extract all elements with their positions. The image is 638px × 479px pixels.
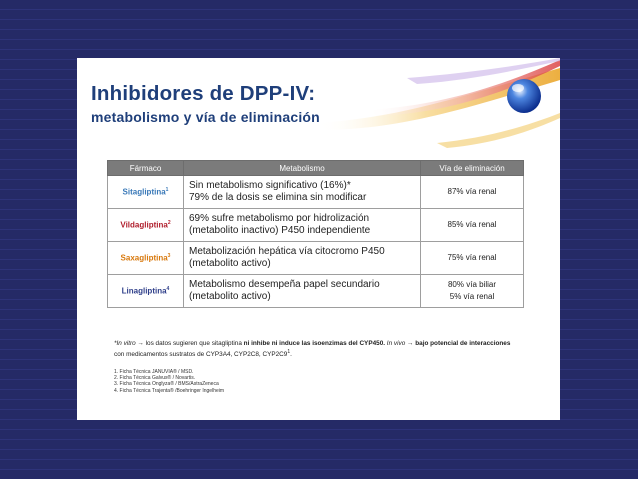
header-farmaco: Fármaco	[108, 161, 184, 176]
elimination-line: 75% vía renal	[447, 253, 497, 262]
slide-subtitle: metabolismo y vía de eliminación	[91, 109, 320, 125]
metabolism-line: (metabolito activo)	[189, 258, 271, 269]
header-metabolismo: Metabolismo	[184, 161, 421, 176]
metabolism-line: Metabolismo desempeña papel secundario	[189, 279, 380, 290]
drug-name-cell	[108, 275, 184, 308]
metabolism-line: (metabolito activo)	[189, 291, 271, 302]
table-row	[108, 209, 524, 242]
metabolism-line: Sin metabolismo significativo (16%)*	[189, 180, 351, 191]
drug-ref: 2	[167, 220, 171, 227]
table-header-row	[108, 161, 524, 176]
drug-name: Vildagliptina	[120, 220, 168, 230]
drug-ref: 4	[166, 286, 170, 293]
metabolism-line: (metabolito inactivo) P450 independiente	[189, 225, 371, 236]
drug-name-cell	[108, 176, 184, 209]
orb-icon	[507, 79, 541, 113]
metabolism-cell	[184, 275, 421, 308]
elimination-line: 80% vía biliar	[447, 280, 497, 289]
metabolism-line: 69% sufre metabolismo por hidrolización	[189, 213, 370, 224]
elimination-cell	[421, 275, 524, 308]
metabolism-cell	[184, 242, 421, 275]
dpp4-table	[107, 160, 524, 308]
references-list	[114, 369, 414, 394]
elimination-cell	[421, 209, 524, 242]
elimination-line: 87% vía renal	[447, 187, 497, 196]
metabolism-cell	[184, 176, 421, 209]
drug-name: Sitagliptina	[122, 187, 166, 197]
metabolism-cell	[184, 209, 421, 242]
elimination-line: 85% vía renal	[447, 220, 497, 229]
elimination-cell	[421, 176, 524, 209]
drug-ref: 1	[165, 187, 169, 194]
drug-ref: 3	[167, 253, 171, 260]
table-row	[108, 275, 524, 308]
drug-name-cell	[108, 242, 184, 275]
reference-item: 3. Ficha Técnica Onglyza® / BMS/AstraZeneca	[114, 381, 219, 388]
slide	[77, 58, 560, 420]
reference-item: 2. Ficha Técnica Galvus® / Novartis.	[114, 375, 196, 382]
table-row	[108, 176, 524, 209]
header-via-eliminacion: Vía de eliminación	[421, 161, 524, 176]
drug-name: Linagliptina	[121, 286, 167, 296]
elimination-cell	[421, 242, 524, 275]
reference-item: 1. Ficha Técnica JANUVIA® / MSD.	[114, 369, 194, 375]
footnote: *In vitro → los datos sugieren que sitagliptina ni inhibe ni induce las isoenzimas del CYP450. In vivo → bajo potencial de interacciones con medicamentos sustratos de CYP3A4, CYP2C8, $CYP2C9^1$.	[114, 340, 511, 359]
metabolism-line: 79% de la dosis se elimina sin modificar	[189, 192, 367, 203]
elimination-line: 5% vía renal	[449, 292, 495, 301]
reference-item: 4. Ficha Técnica Trajenta® /Boehringer Ingelheim	[114, 387, 225, 394]
table-row	[108, 242, 524, 275]
drug-name-cell	[108, 209, 184, 242]
drug-name: Saxagliptina	[120, 253, 168, 263]
slide-title: Inhibidores de DPP-IV:	[91, 82, 316, 105]
metabolism-line: Metabolización hepática vía citocromo P450	[189, 246, 385, 257]
